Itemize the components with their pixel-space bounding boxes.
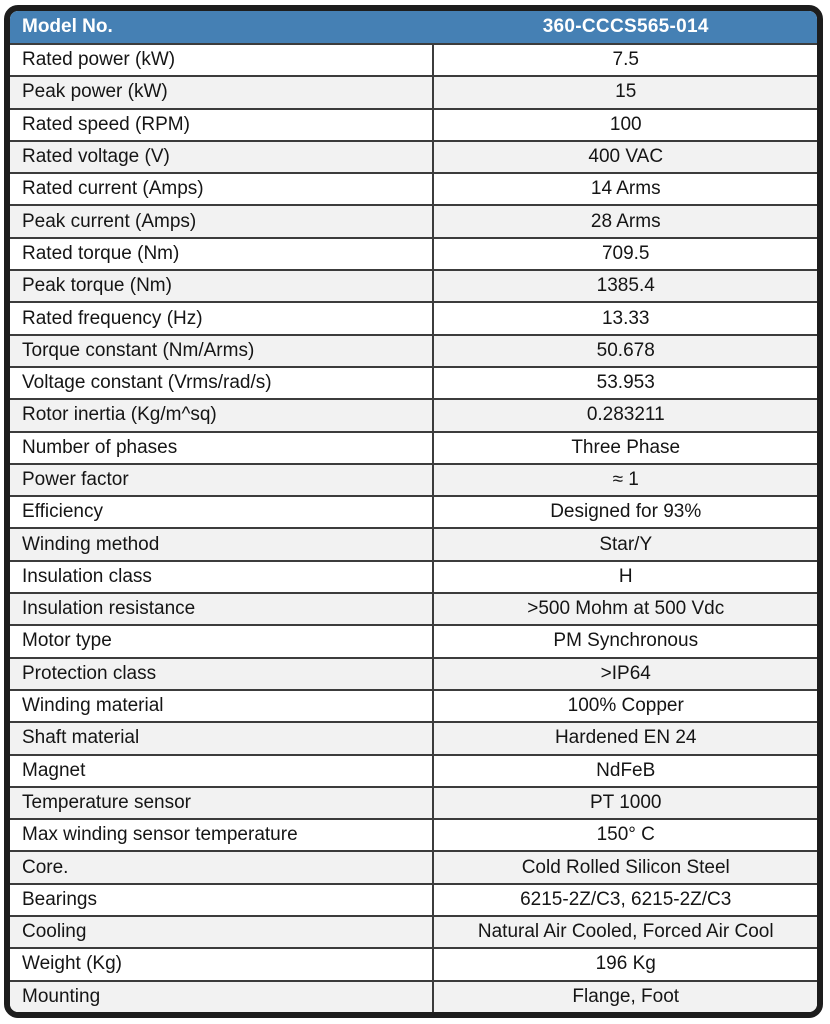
spec-label: Voltage constant (Vrms/rad/s) bbox=[10, 368, 434, 398]
table-row bbox=[10, 689, 817, 721]
table-row bbox=[10, 980, 817, 1012]
spec-value: PT 1000 bbox=[589, 791, 662, 813]
spec-label: Rated current (Amps) bbox=[10, 174, 434, 204]
spec-label: Efficiency bbox=[10, 497, 434, 527]
spec-label: Rated speed (RPM) bbox=[10, 110, 434, 140]
table-row bbox=[10, 43, 817, 75]
spec-label: Max winding sensor temperature bbox=[10, 820, 434, 850]
table-row bbox=[10, 140, 817, 172]
spec-value: 28 Arms bbox=[590, 210, 661, 232]
table-row bbox=[10, 947, 817, 979]
spec-value: H bbox=[618, 565, 633, 587]
table-header-row bbox=[10, 11, 817, 43]
table-row bbox=[10, 463, 817, 495]
table-row bbox=[10, 850, 817, 882]
table-row bbox=[10, 172, 817, 204]
spec-label: Bearings bbox=[10, 885, 434, 915]
spec-value: Designed for 93% bbox=[550, 501, 702, 523]
spec-value: 150° C bbox=[596, 824, 655, 846]
table-row bbox=[10, 657, 817, 689]
spec-value: 400 VAC bbox=[588, 146, 664, 168]
table-row bbox=[10, 915, 817, 947]
table-row bbox=[10, 592, 817, 624]
spec-value: PM Synchronous bbox=[553, 630, 699, 652]
spec-value: 0.283211 bbox=[586, 404, 665, 426]
spec-value: 13.33 bbox=[601, 307, 650, 329]
spec-label: Winding method bbox=[10, 529, 434, 559]
spec-value: 100% Copper bbox=[567, 695, 684, 717]
spec-label: Insulation resistance bbox=[10, 594, 434, 624]
spec-label: Magnet bbox=[10, 756, 434, 786]
spec-label: Peak torque (Nm) bbox=[10, 271, 434, 301]
spec-label: Cooling bbox=[10, 917, 434, 947]
spec-value: Flange, Foot bbox=[572, 985, 680, 1007]
spec-value: 15 bbox=[615, 81, 637, 103]
spec-value: 709.5 bbox=[601, 242, 650, 264]
table-row bbox=[10, 108, 817, 140]
spec-label: Rated torque (Nm) bbox=[10, 239, 434, 269]
table-row bbox=[10, 721, 817, 753]
spec-value: Hardened EN 24 bbox=[554, 727, 697, 749]
spec-value: >IP64 bbox=[600, 662, 651, 684]
spec-label: Mounting bbox=[10, 982, 434, 1012]
table-row bbox=[10, 495, 817, 527]
spec-label: Number of phases bbox=[10, 433, 434, 463]
spec-label: Peak current (Amps) bbox=[10, 206, 434, 236]
table-row bbox=[10, 204, 817, 236]
spec-table-body bbox=[10, 43, 817, 1012]
spec-label: Torque constant (Nm/Arms) bbox=[10, 336, 434, 366]
spec-label: Rated power (kW) bbox=[10, 45, 434, 75]
spec-value: 14 Arms bbox=[590, 178, 661, 200]
spec-value: Cold Rolled Silicon Steel bbox=[521, 856, 730, 878]
table-row bbox=[10, 818, 817, 850]
table-row bbox=[10, 560, 817, 592]
table-row bbox=[10, 754, 817, 786]
spec-value: Natural Air Cooled, Forced Air Cool bbox=[477, 921, 774, 943]
spec-value: 53.953 bbox=[596, 372, 655, 394]
spec-value: 1385.4 bbox=[596, 275, 655, 297]
spec-label: Peak power (kW) bbox=[10, 77, 434, 107]
table-row bbox=[10, 334, 817, 366]
spec-label: Rotor inertia (Kg/m^sq) bbox=[10, 400, 434, 430]
spec-value: Star/Y bbox=[599, 533, 653, 555]
spec-value: >500 Mohm at 500 Vdc bbox=[527, 598, 725, 620]
spec-label: Weight (Kg) bbox=[10, 949, 434, 979]
motor-spec-table bbox=[4, 5, 823, 1018]
spec-label: Rated frequency (Hz) bbox=[10, 303, 434, 333]
spec-value: 7.5 bbox=[612, 49, 639, 71]
table-row bbox=[10, 269, 817, 301]
spec-value: 50.678 bbox=[596, 339, 655, 361]
table-row bbox=[10, 301, 817, 333]
model-no-header-label: Model No. bbox=[22, 16, 113, 37]
spec-label: Power factor bbox=[10, 465, 434, 495]
table-row bbox=[10, 624, 817, 656]
table-row bbox=[10, 527, 817, 559]
spec-label: Winding material bbox=[10, 691, 434, 721]
spec-value: 196 Kg bbox=[595, 953, 656, 975]
spec-label: Protection class bbox=[10, 659, 434, 689]
spec-value: ≈ 1 bbox=[612, 469, 639, 490]
table-row bbox=[10, 366, 817, 398]
table-row bbox=[10, 398, 817, 430]
spec-label: Motor type bbox=[10, 626, 434, 656]
spec-label: Core. bbox=[10, 852, 434, 882]
spec-value: 6215-2Z/C3, 6215-2Z/C3 bbox=[520, 888, 732, 910]
spec-label: Shaft material bbox=[10, 723, 434, 753]
spec-value: Three Phase bbox=[571, 436, 681, 458]
spec-label: Insulation class bbox=[10, 562, 434, 592]
spec-value: 100 bbox=[609, 113, 642, 135]
spec-label: Rated voltage (V) bbox=[10, 142, 434, 172]
table-row bbox=[10, 431, 817, 463]
model-no-header-value: 360-CCCS565-014 bbox=[542, 16, 709, 37]
table-row bbox=[10, 237, 817, 269]
spec-label: Temperature sensor bbox=[10, 788, 434, 818]
spec-value: NdFeB bbox=[596, 759, 656, 781]
table-row bbox=[10, 786, 817, 818]
table-row bbox=[10, 75, 817, 107]
table-row bbox=[10, 883, 817, 915]
